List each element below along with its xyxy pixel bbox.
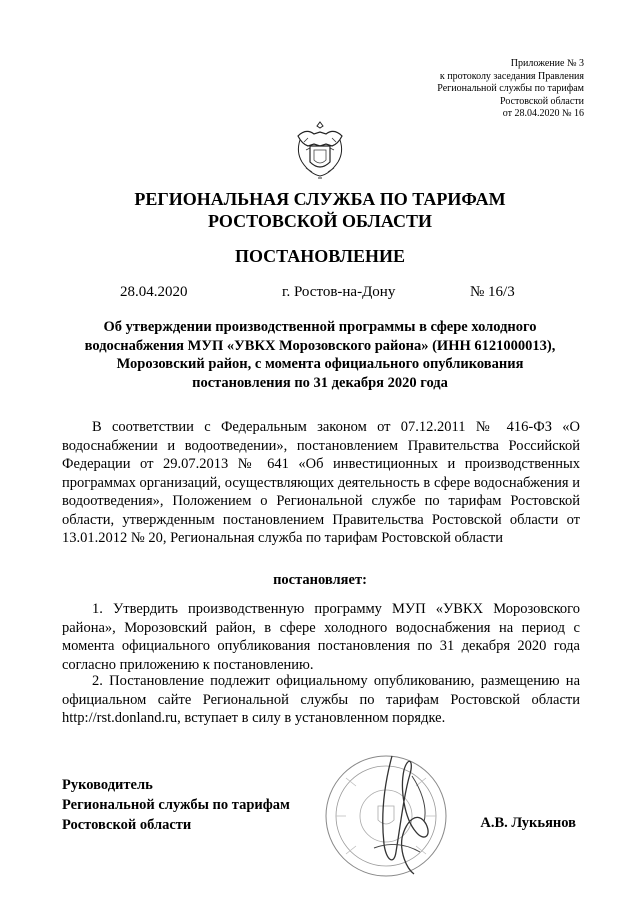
resolution-item-1: 1. Утвердить производственную программу МУП «УВКХ Морозовского района», Морозовский район, в сфере холодного водоснабжения на период с момента официального опубликования постановления по 31 декабря 2020 года согласно приложению к постановлению. [62,601,580,673]
appendix-line: к протоколу заседания Правления [439,70,584,82]
appendix-line: Приложение № 3 [510,58,584,69]
org-line: РОСТОВСКОЙ ОБЛАСТИ [208,211,432,231]
org-line: РЕГИОНАЛЬНАЯ СЛУЖБА ПО ТАРИФАМ [134,189,506,209]
resolution-item-2: 2. Постановление подлежит официальному опубликованию, размещению на официальном сайте Региональной службы по тарифам Ростовской области http://rst.donland.ru, вступает в силу в установленном порядке. [62,673,580,726]
seal-and-signature-icon [316,748,466,883]
coat-of-arms-icon [292,118,348,182]
resolves-heading: постановляет: [273,572,367,588]
document-date: 28.04.2020 [120,284,188,300]
appendix-line: от 28.04.2020 № 16 [502,108,584,119]
signature-line: Ростовской области [62,817,192,833]
signature-title [62,775,290,835]
signer-name: А.В. Лукьянов [480,815,576,831]
document-city: г. Ростов-на-Дону [282,284,396,300]
document-type: ПОСТАНОВЛЕНИЕ [234,246,406,266]
signature-line: Руководитель [62,777,153,793]
preamble-paragraph: В соответствии с Федеральным законом от 07.12.2011 № 416-ФЗ «О водоснабжении и водоотведении», постановлением Правительства Российской Федерации от 29.07.2013 № 641 «Об инвестиционных и производственных программах организаций, осуществляющих деятельность в сфере водоснабжения и водоотведения», Положением о Региональной службе по тарифам Ростовской области, утвержденным постановлением Правительства Ростовской области от 13.01.2012 № 20, Региональная служба по тарифам Ростовской области [62,419,580,546]
signature-line: Региональной службы по тарифам [62,797,290,813]
appendix-line: Ростовской области [500,95,584,107]
document-number: № 16/3 [470,284,515,300]
organization-name [0,188,640,232]
document-subject: Об утверждении производственной программы в сфере холодного водоснабжения МУП «УВКХ Морозовского района» (ИНН 6121000013), Морозовский район, с момента официального опубликования постановления по 31 декабря 2020 года [84,319,556,391]
appendix-line: Региональной службы по тарифам [437,83,584,94]
appendix-note [324,58,584,121]
